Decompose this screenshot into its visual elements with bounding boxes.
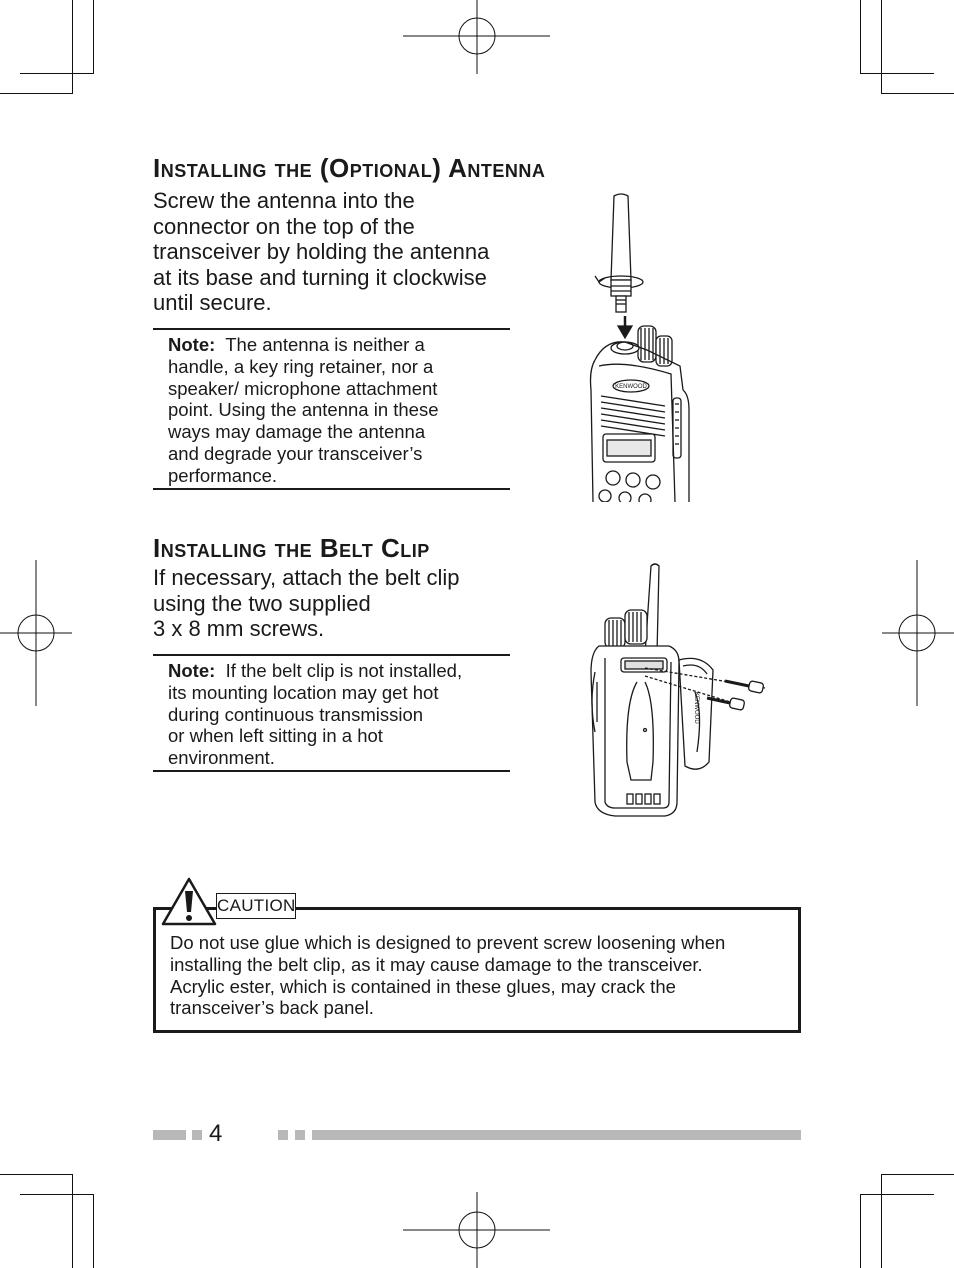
caution-text [170, 932, 725, 1019]
footer-square [295, 1130, 305, 1140]
radio-brand-logo: KENWOOD [615, 384, 647, 390]
footer-square [192, 1130, 202, 1140]
text-line: until secure. [153, 290, 272, 315]
note-first-line [168, 660, 500, 682]
antenna-instructions [153, 188, 489, 316]
text-line: installing the belt clip, as it may cause damage to the transceiver. [170, 953, 703, 975]
text-line: 3 x 8 mm screws. [153, 616, 325, 641]
text-line: If the belt clip is not installed, [225, 660, 463, 681]
page-number: 4 [209, 1120, 223, 1147]
footer-bar-right [312, 1130, 801, 1140]
text-line: its mounting location may get hot [168, 681, 439, 703]
text-line: handle, a key ring retainer, nor a [168, 355, 434, 377]
text-line: point. Using the antenna in these [168, 399, 439, 421]
text-line: or when left sitting in a hot [168, 725, 383, 747]
text-line: connector on the top of the [153, 213, 415, 239]
text-line: Screw the antenna into the [153, 188, 415, 213]
belt-clip-illustration [585, 562, 780, 820]
text-line: If necessary, attach the belt clip [153, 565, 460, 590]
caution-box [153, 907, 801, 1033]
text-line: performance. [168, 464, 277, 486]
text-line: environment. [168, 747, 275, 769]
text-line: transceiver by holding the antenna [153, 239, 490, 264]
footer-square [278, 1130, 288, 1140]
note-label: Note: [168, 660, 216, 681]
section-title-antenna: Installing the (Optional) Antenna [153, 153, 546, 183]
text-line: during continuous transmission [168, 703, 424, 725]
text-line: transceiver’s back panel. [170, 997, 374, 1019]
belt-clip-note [153, 654, 510, 772]
registration-target-right [878, 560, 954, 706]
text-line: Acrylic ester, which is contained in these glues, may crack the [170, 975, 676, 997]
antenna-installation-illustration [585, 190, 700, 502]
note-label: Note: [168, 334, 216, 355]
registration-target-left [0, 560, 76, 706]
text-line: Do not use glue which is designed to prevent screw loosening when [170, 932, 726, 953]
clip-brand-logo: KENWOOD [693, 692, 699, 724]
caution-label: CAUTION [216, 893, 296, 919]
text-line: speaker/ microphone attachment [168, 377, 438, 399]
belt-clip-instructions [153, 565, 460, 642]
text-line: using the two supplied [153, 590, 371, 616]
footer-bar-left [153, 1130, 186, 1140]
text-line: and degrade your transceiver’s [168, 442, 423, 464]
registration-target-bottom [400, 1192, 554, 1268]
note-first-line [168, 334, 500, 356]
text-line: The antenna is neither a [225, 334, 425, 355]
warning-icon [160, 876, 218, 928]
antenna-note [153, 328, 510, 490]
text-line: ways may damage the antenna [168, 421, 426, 443]
registration-target-top [400, 0, 554, 76]
text-line: at its base and turning it clockwise [153, 264, 487, 290]
section-title-belt-clip: Installing the Belt Clip [153, 533, 430, 563]
